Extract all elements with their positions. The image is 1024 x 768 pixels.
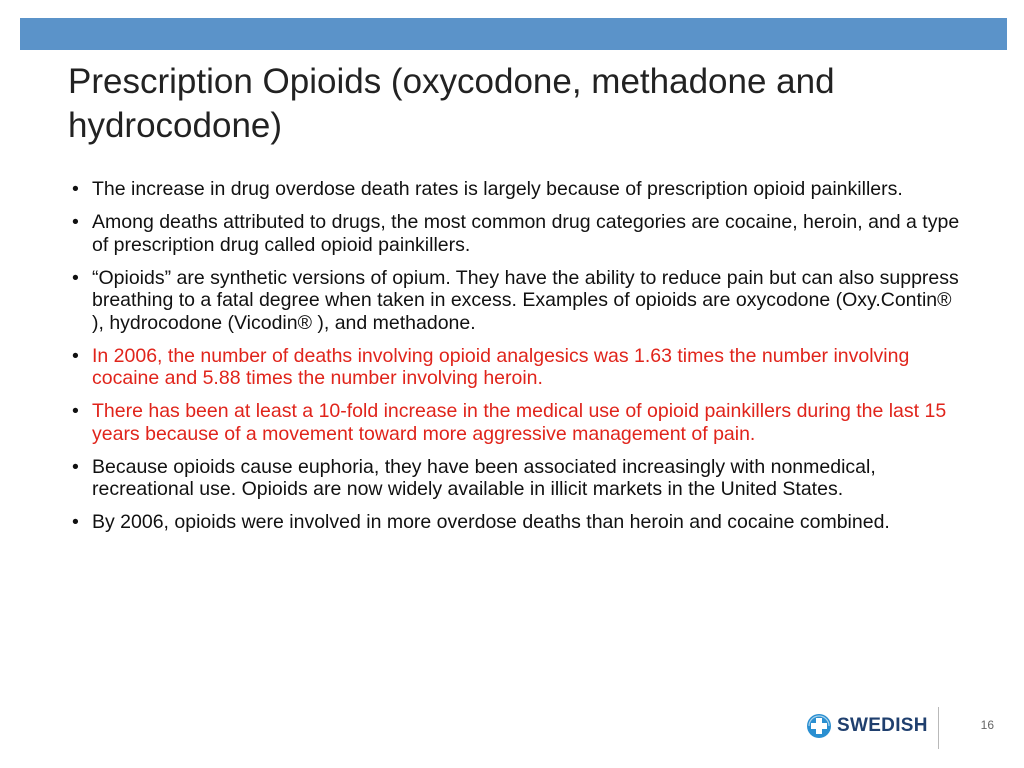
bullet-text: Because opioids cause euphoria, they have been associated increasingly with nonmedical, recreational use. Opioids are now widely available in illicit markets in the United States. xyxy=(92,455,876,500)
bullet-dot-icon: • xyxy=(72,455,79,478)
bullet-dot-icon: • xyxy=(72,511,79,533)
bullet-item-highlight xyxy=(0,345,964,390)
cross-circle-icon xyxy=(806,713,832,739)
page-number: 16 xyxy=(980,718,994,732)
bullet-text: There has been at least a 10-fold increase in the medical use of opioid painkillers during the last 15 years because of a movement toward more aggressive management of pain. xyxy=(92,400,947,445)
bullet-text: In 2006, the number of deaths involving opioid analgesics was 1.63 times the number involving cocaine and 5.88 times the number involving heroin. xyxy=(92,344,910,389)
bullet-item xyxy=(0,211,964,256)
bullet-dot-icon: • xyxy=(72,211,79,233)
bullet-item xyxy=(0,511,964,534)
bullet-dot-icon: • xyxy=(72,400,79,422)
swedish-logo xyxy=(806,713,928,739)
bullet-text: By 2006, opioids were involved in more overdose deaths than heroin and cocaine combined. xyxy=(92,511,890,533)
bullet-item xyxy=(0,267,964,335)
bullet-text: “Opioids” are synthetic versions of opium. They have the ability to reduce pain but can also suppress breathing to a fatal degree when taken in excess. Examples of opioids are oxycodone (Oxy.Contin® ), hydrocodone (Vicodin® ), and methadone. xyxy=(92,266,959,334)
bullet-dot-icon: • xyxy=(72,344,79,367)
bullet-list xyxy=(0,178,1024,544)
bullet-dot-icon: • xyxy=(72,178,79,200)
bullet-dot-icon: • xyxy=(72,266,79,289)
bullet-text: Among deaths attributed to drugs, the most common drug categories are cocaine, heroin, and a type of prescription drug called opioid painkillers. xyxy=(92,211,960,256)
slide-title: Prescription Opioids (oxycodone, methadone and hydrocodone) xyxy=(68,62,835,145)
header-bar xyxy=(20,18,1007,50)
bullet-item xyxy=(0,178,964,201)
logo-text: SWEDISH xyxy=(837,715,928,736)
bullet-text: The increase in drug overdose death rates is largely because of prescription opioid painkillers. xyxy=(92,178,903,200)
footer-divider xyxy=(938,707,939,749)
bullet-item-highlight xyxy=(0,400,964,445)
bullet-item xyxy=(0,456,964,501)
